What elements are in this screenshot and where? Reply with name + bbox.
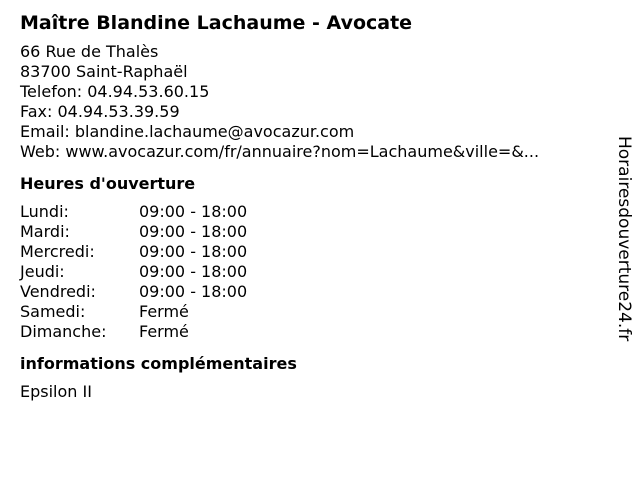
- hours-row: [20, 322, 600, 342]
- day-hours: Fermé: [139, 322, 189, 341]
- address-line-1: 66 Rue de Thalès: [20, 42, 159, 61]
- day-hours: 09:00 - 18:00: [139, 282, 248, 301]
- day-label: Vendredi:: [20, 282, 96, 301]
- day-hours: 09:00 - 18:00: [139, 222, 248, 241]
- extra-info-text: Epsilon II: [20, 382, 92, 401]
- email-line: Email: blandine.lachaume@avocazur.com: [20, 122, 355, 141]
- hours-row: [20, 242, 600, 262]
- day-label: Mercredi:: [20, 242, 95, 261]
- hours-row: [20, 202, 600, 222]
- hours-row: [20, 302, 600, 322]
- day-hours: 09:00 - 18:00: [139, 242, 248, 261]
- day-label: Lundi:: [20, 202, 69, 221]
- address-line-2: 83700 Saint-Raphaël: [20, 62, 188, 81]
- day-label: Samedi:: [20, 302, 86, 321]
- extra-info-heading: informations complémentaires: [20, 354, 297, 373]
- day-label: Jeudi:: [20, 262, 65, 281]
- hours-row: [20, 282, 600, 302]
- day-hours: 09:00 - 18:00: [139, 262, 248, 281]
- hours-heading: Heures d'ouverture: [20, 174, 196, 193]
- business-card: [20, 10, 600, 402]
- hours-row: [20, 222, 600, 242]
- site-watermark-label: Horairesdouverture24.fr: [614, 136, 634, 342]
- day-label: Dimanche:: [20, 322, 107, 341]
- web-line: Web: www.avocazur.com/fr/annuaire?nom=Lachaume&ville=&...: [20, 142, 540, 161]
- day-hours: 09:00 - 18:00: [139, 202, 248, 221]
- hours-row: [20, 262, 600, 282]
- fax-line: Fax: 04.94.53.39.59: [20, 102, 180, 121]
- day-hours: Fermé: [139, 302, 189, 321]
- phone-line: Telefon: 04.94.53.60.15: [20, 82, 210, 101]
- day-label: Mardi:: [20, 222, 70, 241]
- hours-table: [20, 202, 600, 342]
- business-title: Maître Blandine Lachaume - Avocate: [20, 12, 413, 34]
